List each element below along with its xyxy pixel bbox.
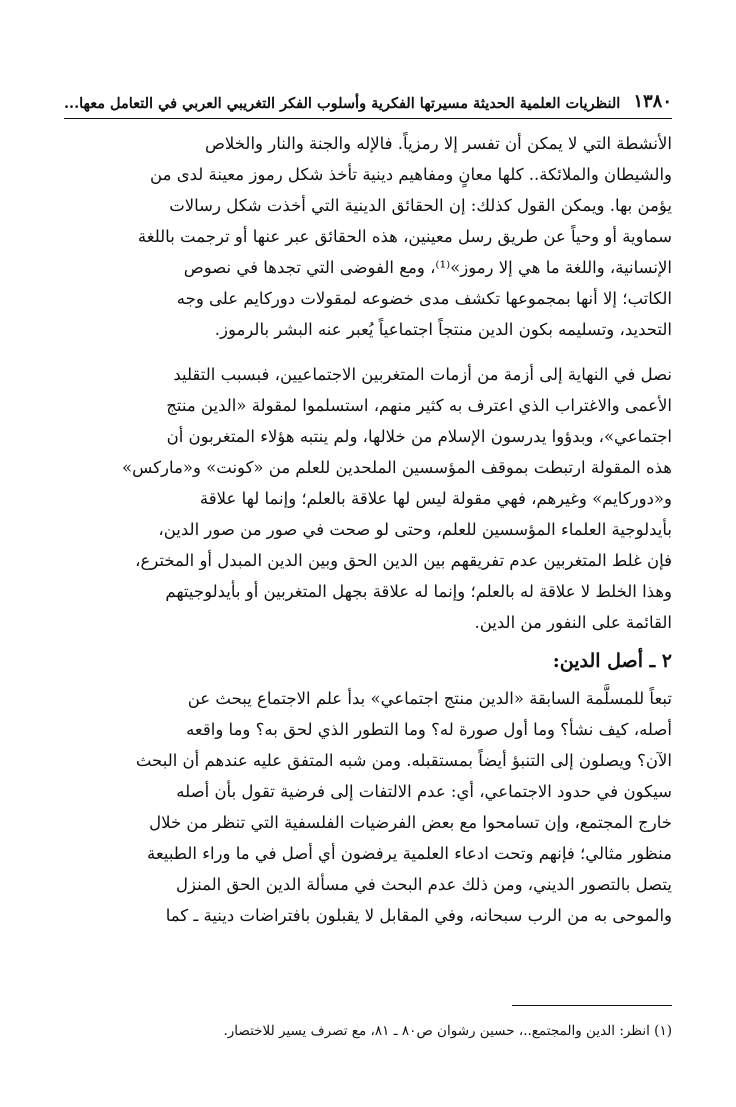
text-line: خارج المجتمع، وإن تسامحوا مع بعض الفرضيات الفلسفية التي تنظر من خلال bbox=[149, 813, 672, 832]
text-line: و«دوركايم» وغيرهم، فهي مقولة ليس لها علاقة بالعلم؛ وإنما لها علاقة bbox=[199, 489, 672, 508]
text-line: تبعاً للمسلَّمة السابقة «الدين منتج اجتماعي» بدأ علم الاجتماع يبحث عن bbox=[187, 689, 672, 708]
text-line: سماوية أو وحياً عن طريق رسل معينين، هذه الحقائق عبر عنها أو ترجمت باللغة bbox=[137, 227, 672, 246]
text-line: فإن غلط المتغربين عدم تفريقهم بين الدين الحق وبين الدين المبدل أو المخترع، bbox=[135, 551, 672, 570]
text-line: نصل في النهاية إلى أزمة من أزمات المتغربين الاجتماعيين، فبسبب التقليد bbox=[173, 365, 672, 384]
page-number: ١٣٨٠ bbox=[633, 91, 672, 112]
text-line: الأعمى والاغتراب الذي اعترف به كثير منهم، استسلموا لمقولة «الدين منتج bbox=[166, 396, 672, 415]
footnote: (١) انظر: الدين والمجتمع..، حسين رشوان ص٨٠ ـ ٨١، مع تصرف يسير للاختصار. bbox=[223, 1023, 672, 1039]
page-header bbox=[64, 82, 672, 119]
running-title: النظريات العلمية الحديثة مسيرتها الفكرية وأسلوب الفكر التغريبي العربي في التعامل معها... bbox=[64, 95, 621, 112]
text-line: والموحى به من الرب سبحانه، وفي المقابل لا يقبلون بافتراضات دينية ـ كما bbox=[165, 906, 672, 925]
text-line: الكاتب؛ إلا أنها بمجموعها تكشف مدى خضوعه لمقولات دوركايم على وجه bbox=[176, 289, 672, 308]
text-line: الإنسانية، واللغة ما هي إلا رموز»⁽¹⁾، ومع الفوضى التي تجدها في نصوص bbox=[183, 258, 672, 277]
text-line: هذه المقولة ارتبطت بموقف المؤسسين الملحدين للعلم من «كونت» و«ماركس» bbox=[122, 458, 672, 477]
footnote-divider bbox=[512, 1005, 672, 1006]
text-line: الآن؟ ويصلون إلى التنبؤ أيضاً بمستقبله. ومن شبه المتفق عليه عندهم أن البحث bbox=[135, 751, 672, 770]
text-line: سيكون في حدود الاجتماعي، أي: عدم الالتفات إلى فرضية تقول بأن أصله bbox=[176, 782, 672, 801]
paragraph-3 bbox=[64, 683, 672, 931]
text-line: والشيطان والملائكة.. كلها معانٍ ومفاهيم دينية تأخذ شكل رموز معينة لدى من bbox=[150, 165, 672, 184]
text-line: بأيدلوجية العلماء المؤسسين للعلم، وحتى لو صحت في صور من صور الدين، bbox=[158, 520, 672, 539]
text-line: الأنشطة التي لا يمكن أن تفسر إلا رمزياً. فالإله والجنة والنار والخلاص bbox=[204, 134, 672, 153]
text-line: القائمة على النفور من الدين. bbox=[474, 613, 672, 632]
section-heading: ٢ ـ أصل الدين: bbox=[552, 650, 672, 672]
text-line: التحديد، وتسليمه بكون الدين منتجاً اجتماعياً يُعبر عنه البشر بالرموز. bbox=[214, 320, 672, 339]
paragraph-1 bbox=[64, 128, 672, 345]
paragraph-2 bbox=[64, 359, 672, 638]
text-line: أصله، كيف نشأ؟ وما أول صورة له؟ وما التطور الذي لحق به؟ وما واقعه bbox=[186, 720, 672, 739]
text-line: يتصل بالتصور الديني، ومن ذلك عدم البحث في مسألة الدين الحق المنزل bbox=[176, 875, 672, 894]
text-line: يؤمن بها. ويمكن القول كذلك: إن الحقائق الدينية التي أخذت شكل رسالات bbox=[169, 196, 672, 215]
text-line: اجتماعي»، وبدؤوا يدرسون الإسلام من خلالها، ولم ينتبه هؤلاء المتغربون أن bbox=[166, 427, 672, 446]
text-line: منظور مثالي؛ فإنهم وتحت ادعاء العلمية يرفضون أي أصل في ما وراء الطبيعة bbox=[147, 844, 672, 863]
text-line: وهذا الخلط لا علاقة له بالعلم؛ وإنما له علاقة بجهل المتغربين أو بأيدلوجيتهم bbox=[165, 582, 672, 601]
body-text bbox=[64, 128, 672, 931]
